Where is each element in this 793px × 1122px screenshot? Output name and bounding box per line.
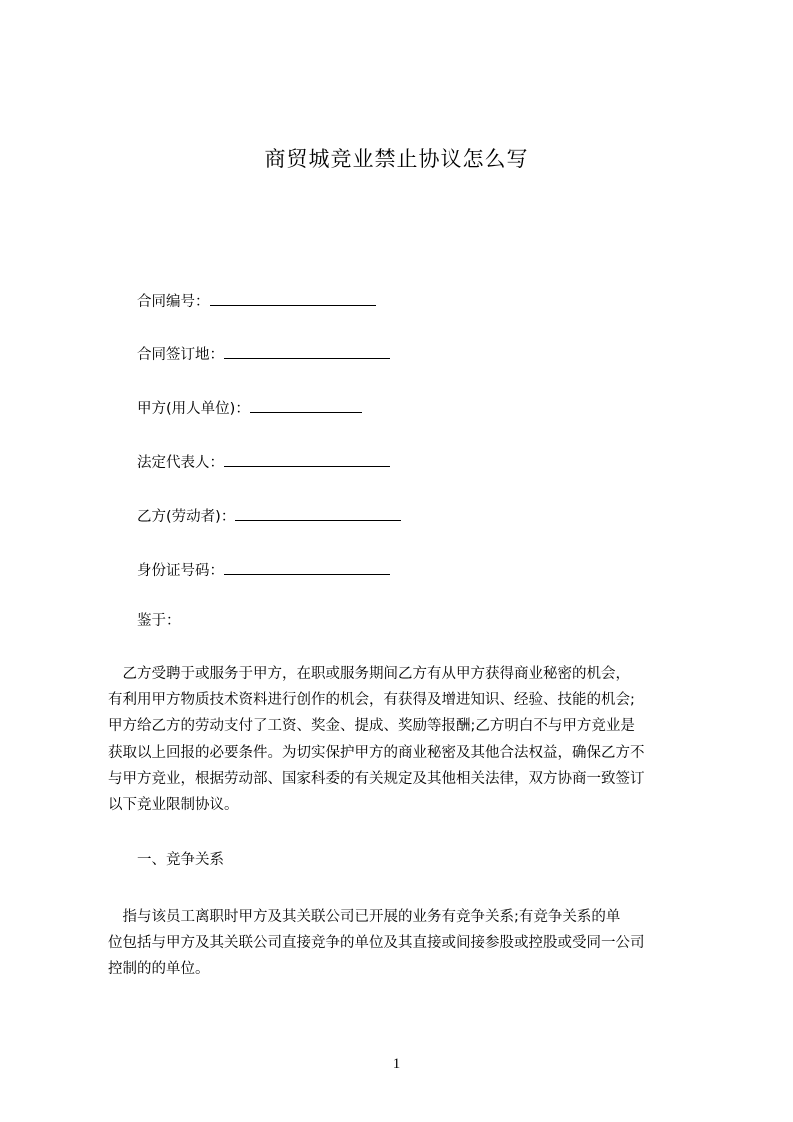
intro-line: 乙方受聘于或服务于甲方，在职或服务期间乙方有从甲方获得商业秘密的机会， (108, 666, 630, 682)
section-1-line: 指与该员工离职时甲方及其关联公司已开展的业务有竞争关系;有竞争关系的单 (108, 909, 621, 925)
intro-line: 以下竞业限制协议。 (108, 797, 239, 814)
intro-line: 获取以上回报的必要条件。为切实保护甲方的商业秘密及其他合法权益，确保乙方不 (108, 744, 645, 761)
id-number-blank (224, 560, 390, 575)
whereas-label: 鉴于： (137, 613, 181, 629)
legal-representative-field (137, 452, 390, 472)
party-a-label: 甲方(用人单位)： (137, 401, 250, 417)
party-a-field (137, 398, 362, 418)
legal-representative-blank (224, 452, 390, 467)
section-1-line: 位包括与甲方及其关联公司直接竞争的单位及其直接或间接参股或控股或受同一公司 (108, 935, 645, 952)
sign-place-label: 合同签订地： (137, 347, 224, 363)
contract-number-blank (210, 291, 376, 306)
party-b-field (137, 506, 401, 526)
sign-place-blank (224, 344, 390, 359)
legal-representative-label: 法定代表人： (137, 455, 224, 471)
section-1-paragraph (108, 904, 701, 983)
sign-place-field (137, 344, 390, 364)
intro-paragraph (108, 661, 701, 818)
id-number-field (137, 560, 390, 580)
page-number: 1 (392, 1056, 401, 1072)
document-title: 商贸城竞业禁止协议怎么写 (264, 147, 529, 171)
intro-line: 甲方给乙方的劳动支付了工资、奖金、提成、奖励等报酬;乙方明白不与甲方竞业是 (108, 718, 635, 735)
section-1-heading: 一、竞争关系 (137, 852, 224, 868)
section-1-line: 控制的的单位。 (108, 961, 210, 978)
contract-number-field (137, 291, 376, 311)
id-number-label: 身份证号码： (137, 563, 224, 579)
party-a-blank (250, 398, 362, 413)
party-b-blank (235, 506, 401, 521)
contract-number-label: 合同编号： (137, 294, 210, 310)
intro-line: 与甲方竞业，根据劳动部、国家科委的有关规定及其他相关法律，双方协商一致签订 (108, 770, 645, 787)
intro-line: 有利用甲方物质技术资料进行创作的机会，有获得及增进知识、经验、技能的机会; (108, 692, 635, 709)
party-b-label: 乙方(劳动者)： (137, 509, 236, 525)
